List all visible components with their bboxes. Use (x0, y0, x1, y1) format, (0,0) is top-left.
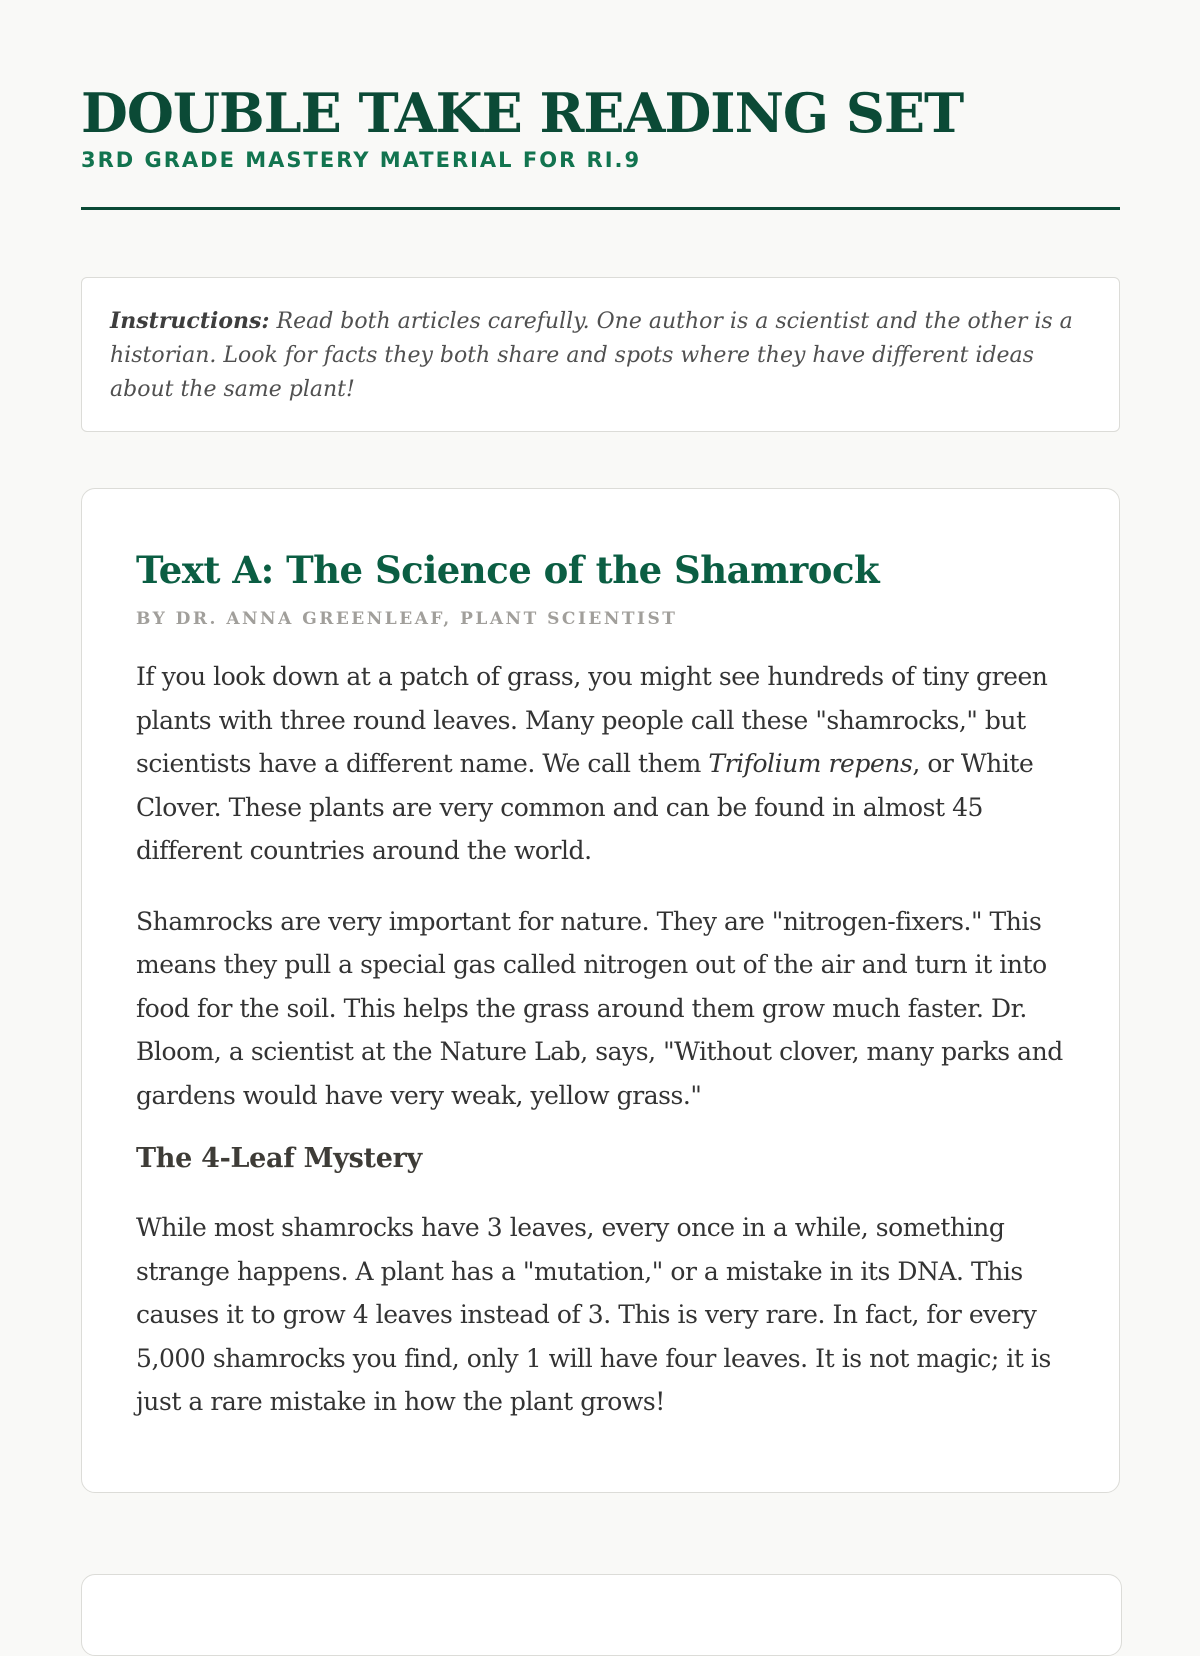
article-text-b (81, 1574, 1122, 1656)
page-header (81, 80, 1120, 174)
instructions-label: Instructions: (110, 308, 270, 334)
article-byline: BY DR. ANNA GREENLEAF, PLANT SCIENTIST (136, 609, 678, 629)
article-paragraph-3: While most shamrocks have 3 leaves, every once in a while, something strange happens. A plant has a "mutation," or a mistake in its DNA. This causes it to grow 4 leaves instead of 3. This is very rare. In fact, for every 5,000 shamrocks you find, only 1 will have four leaves. It is not magic; it is just a rare mistake in how the plant grows! (136, 1213, 1051, 1416)
instructions-text: Read both articles carefully. One author is a scientist and the other is a historian. Look for facts they both share and spots where they have different ideas about the same plant! (110, 309, 1073, 402)
scientific-name: Trifolium repens (708, 749, 913, 778)
page-subtitle: 3RD GRADE MASTERY MATERIAL FOR RI.9 (81, 148, 642, 172)
header-divider (81, 207, 1120, 210)
instructions-box (81, 277, 1120, 432)
paragraph-text: , or White Clover. These plants are very common and can be found in almost 45 different countries around the world. (136, 749, 1034, 865)
article-title: Text A: The Science of the Shamrock (136, 548, 880, 592)
article-paragraph-2: Shamrocks are very important for nature. They are "nitrogen-fixers." This means they pull a special gas called nitrogen out of the air and turn it into food for the soil. This helps the grass around them grow much faster. Dr. Bloom, a scientist at the Nature Lab, says, "Without clover, many parks and gardens would have very weak, yellow grass." (136, 906, 1063, 1110)
section-heading: The 4-Leaf Mystery (136, 1143, 422, 1174)
paragraph-text: If you look down at a patch of grass, you might see hundreds of tiny green plants with three round leaves. Many people call these "shamrocks," but scientists have a different name. We call them (136, 662, 1048, 778)
article-text-a (81, 488, 1120, 1493)
article-paragraph-1 (136, 655, 1065, 873)
page-title: DOUBLE TAKE READING SET (81, 81, 964, 145)
